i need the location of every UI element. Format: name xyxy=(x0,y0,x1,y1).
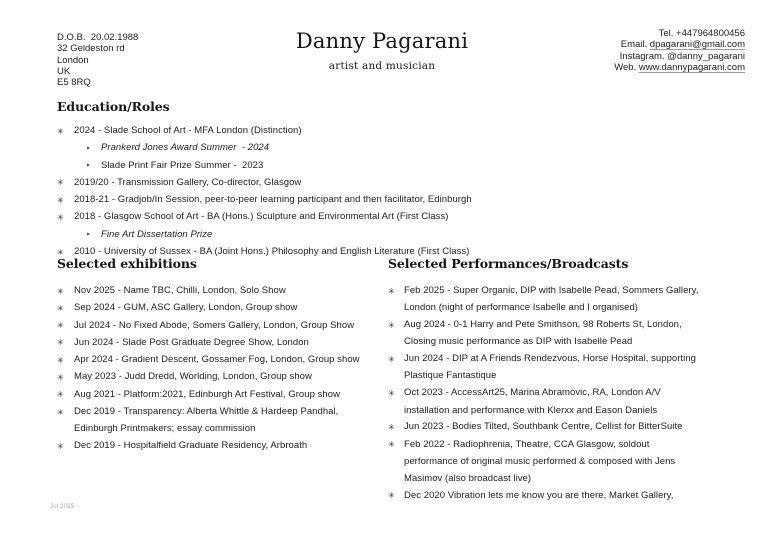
performance-entry xyxy=(388,419,740,436)
asterisk-bullet-icon: ✳ xyxy=(388,422,395,432)
address-line: 32 Geldeston rd xyxy=(57,43,125,55)
footer-date: Jul 2025 xyxy=(50,504,75,510)
exhibitions-list xyxy=(57,283,377,455)
email-label: Email. xyxy=(620,39,650,51)
exhibition-entry xyxy=(57,283,377,300)
subtitle: artist and musician xyxy=(328,60,436,72)
performances-list xyxy=(388,283,740,505)
asterisk-bullet-icon: ✳ xyxy=(388,286,395,296)
education-list xyxy=(57,123,737,261)
asterisk-bullet-icon: ✳ xyxy=(388,491,395,501)
sub-entry-text: Slade Print Fair Prize Summer - 2023 xyxy=(101,159,264,171)
exhibition-entry xyxy=(57,300,377,317)
entry-text: Sep 2024 - GUM, ASC Gallery, London, Group show xyxy=(74,302,298,314)
section-title-education: Education/Roles xyxy=(57,99,170,114)
entry-text: 2018-21 - Gradjob/In Session, peer-to-peer learning participant and then facilitator, Edinburgh xyxy=(74,194,472,206)
entry-text: Nov 2025 - Name TBC, Chilli, London, Solo Show xyxy=(74,285,286,296)
exhibition-entry xyxy=(57,387,377,404)
performance-entry xyxy=(388,317,740,334)
contact-line-email xyxy=(614,39,745,50)
entry-text: Closing music performance as DIP with Isabelle Pead xyxy=(404,336,633,348)
asterisk-bullet-icon: ✳ xyxy=(57,355,64,365)
performance-entry-continuation xyxy=(388,334,740,351)
bullet-spacer xyxy=(388,334,404,351)
triangle-bullet-icon: ‣ xyxy=(86,143,91,153)
asterisk-bullet-icon: ✳ xyxy=(57,407,64,417)
section-education xyxy=(57,100,737,261)
asterisk-bullet-icon: ✳ xyxy=(388,354,395,364)
asterisk-bullet-icon: ✳ xyxy=(57,247,64,257)
contact-line-tel xyxy=(614,28,745,39)
exhibition-entry xyxy=(57,335,377,352)
education-sub-entry xyxy=(86,140,737,157)
asterisk-bullet-icon: ✳ xyxy=(57,321,64,331)
asterisk-bullet-icon: ✳ xyxy=(57,195,64,205)
instagram-label: Instagram. xyxy=(619,50,668,62)
education-entry xyxy=(57,192,737,209)
entry-text: 2024 - Slade School of Art - MFA London (Distinction) xyxy=(74,125,302,136)
entry-text: 2010 - University of Sussex - BA (Joint Hons.) Philosophy and English Literature (First Class) xyxy=(74,246,470,258)
education-entry xyxy=(57,123,737,140)
entry-text: Apr 2024 - Gradient Descent, Gossamer Fog, London, Group show xyxy=(74,354,360,366)
email-link[interactable]: dpagarani@gmail.com xyxy=(649,39,745,51)
entry-text: London (night of performance Isabelle and I organised) xyxy=(404,302,639,314)
page-title: Danny Pagarani xyxy=(295,29,469,53)
entry-text: installation and performance with Klerxx and Eason Daniels xyxy=(404,404,658,416)
performance-entry-continuation xyxy=(388,300,740,317)
footer xyxy=(50,495,74,513)
section-performances xyxy=(388,257,740,505)
entry-text: Jun 2024 - DIP at A Friends Rendezvous, Horse Hospital, supporting xyxy=(404,353,696,365)
asterisk-bullet-icon: ✳ xyxy=(57,372,64,382)
asterisk-bullet-icon: ✳ xyxy=(388,440,395,450)
bullet-spacer xyxy=(388,300,404,317)
asterisk-bullet-icon: ✳ xyxy=(57,178,64,188)
performance-entry xyxy=(388,351,740,368)
section-exhibitions xyxy=(57,257,377,455)
address-line: UK xyxy=(57,65,71,77)
entry-text: Feb 2022 - Radiophrenia, Theatre, CCA Glasgow, soldout xyxy=(404,438,650,450)
entry-text: Aug 2021 - Platform:2021, Edinburgh Art Festival, Group show xyxy=(74,388,340,400)
exhibition-entry-continuation xyxy=(57,421,377,438)
tel-value: +447964800456 xyxy=(676,28,745,39)
performance-entry-continuation xyxy=(388,454,740,471)
entry-text: 2018 - Glasgow School of Art - BA (Hons.) Sculpture and Environmental Art (First Class) xyxy=(74,211,449,223)
contact-details xyxy=(614,28,745,73)
exhibition-entry xyxy=(57,438,377,455)
education-sub-entry xyxy=(86,158,737,175)
entry-text: Jun 2023 - Bodies Tilted, Southbank Centre, Cellist for BitterSuite xyxy=(404,421,683,433)
web-label: Web. xyxy=(614,61,639,73)
entry-text: Jul 2024 - No Fixed Abode, Somers Gallery, London, Group Show xyxy=(74,319,355,331)
bullet-spacer xyxy=(388,368,404,385)
performance-entry-continuation xyxy=(388,471,740,488)
entry-text: performance of original music performed & composed with Jens xyxy=(404,455,676,467)
section-title-exhibitions: Selected exhibitions xyxy=(57,256,197,271)
exhibition-entry xyxy=(57,318,377,335)
entry-text: Masimov (also broadcast live) xyxy=(404,472,532,484)
tel-label: Tel. xyxy=(658,28,677,39)
education-sub-entry xyxy=(86,227,737,244)
web-link[interactable]: www.dannypagarani.com xyxy=(638,61,745,73)
asterisk-bullet-icon: ✳ xyxy=(57,126,64,136)
address-line: D.O.B. 20.02.1988 xyxy=(57,32,139,43)
performance-entry-continuation xyxy=(388,368,740,385)
exhibition-entry xyxy=(57,352,377,369)
address-line: London xyxy=(57,54,89,66)
entry-text: Oct 2023 - AccessArt25, Marina Abramovic, RA, London A/V xyxy=(404,387,661,399)
asterisk-bullet-icon: ✳ xyxy=(57,441,64,451)
education-entry xyxy=(57,209,737,226)
bullet-spacer xyxy=(388,454,404,471)
asterisk-bullet-icon: ✳ xyxy=(57,303,64,313)
entry-text: Dec 2020 Vibration lets me know you are there, Market Gallery, xyxy=(404,489,674,501)
entry-text: Jun 2024 - Slade Post Graduate Degree Show, London xyxy=(74,336,309,348)
education-entry xyxy=(57,175,737,192)
sub-entry-text: Fine Art Dissertation Prize xyxy=(101,228,213,240)
entry-text: Edinburgh Printmakers; essay commission xyxy=(74,423,256,435)
entry-text: May 2023 - Judd Dredd, Worlding, London, Group show xyxy=(74,371,312,383)
asterisk-bullet-icon: ✳ xyxy=(388,388,395,398)
performance-entry-continuation xyxy=(388,403,740,420)
performance-entry xyxy=(388,437,740,454)
exhibition-entry xyxy=(57,369,377,386)
section-title-performances: Selected Performances/Broadcasts xyxy=(388,256,629,271)
contact-line-instagram xyxy=(614,51,745,62)
entry-text: Dec 2019 - Transparency: Alberta Whittle & Hardeep Pandhal, xyxy=(74,406,339,418)
exhibition-entry xyxy=(57,404,377,421)
contact-line-web xyxy=(614,62,745,73)
entry-text: Dec 2019 - Hospitalfield Graduate Residency, Arbroath xyxy=(74,440,308,452)
asterisk-bullet-icon: ✳ xyxy=(57,390,64,400)
entry-text: Aug 2024 - 0-1 Harry and Pete Smithson, 98 Roberts St, London, xyxy=(404,319,682,331)
performance-entry xyxy=(388,283,740,300)
bullet-spacer xyxy=(388,471,404,488)
asterisk-bullet-icon: ✳ xyxy=(57,286,64,296)
asterisk-bullet-icon: ✳ xyxy=(57,338,64,348)
bullet-spacer xyxy=(57,421,74,438)
asterisk-bullet-icon: ✳ xyxy=(57,212,64,222)
entry-text: Feb 2025 - Super Organic, DIP with Isabelle Pead, Sommers Gallery, xyxy=(404,285,699,296)
performance-entry xyxy=(388,488,740,505)
entry-text: Plastique Fantastique xyxy=(404,370,497,382)
address-line: E5 8RQ xyxy=(57,77,91,89)
bullet-spacer xyxy=(388,403,404,420)
triangle-bullet-icon: ‣ xyxy=(86,161,91,171)
entry-text: 2019/20 - Transmission Gallery, Co-director, Glasgow xyxy=(74,176,302,188)
performance-entry xyxy=(388,385,740,402)
triangle-bullet-icon: ‣ xyxy=(86,230,91,240)
asterisk-bullet-icon: ✳ xyxy=(388,320,395,330)
instagram-value: @danny_pagarani xyxy=(667,50,745,62)
sub-entry-text: Prankerd Jones Award Summer - 2024 xyxy=(101,142,270,154)
